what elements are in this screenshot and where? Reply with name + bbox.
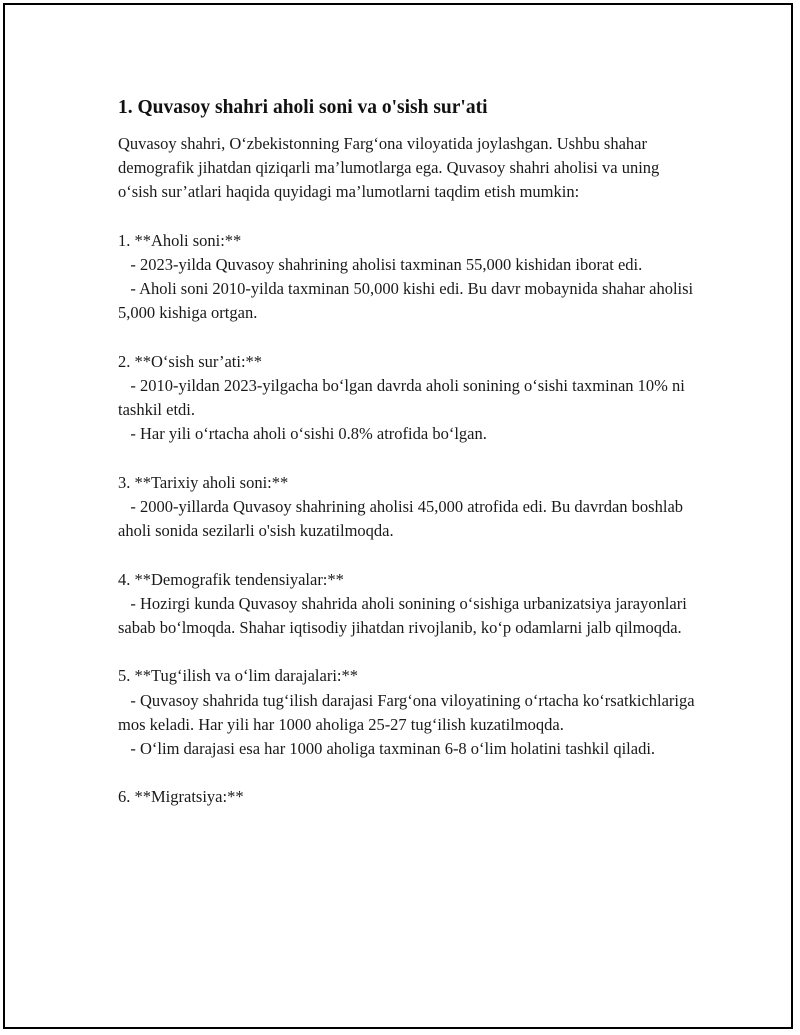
bullet-item xyxy=(118,737,698,761)
section-demografik-tendensiyalar xyxy=(118,568,698,641)
section-heading: 5. **Tug‘ilish va o‘lim darajalari:** xyxy=(118,666,358,686)
section-heading: 6. **Migratsiya:** xyxy=(118,787,244,807)
section-aholi-soni xyxy=(118,229,698,326)
bullet-text: - 2010-yildan 2023-yilgacha bo‘lgan davrda aholi sonining o‘sishi taxminan 10% ni tashkil etdi. xyxy=(118,376,685,420)
section-tarixiy-aholi xyxy=(118,471,698,544)
section-migratsiya xyxy=(118,785,698,809)
bullet-text: - Hozirgi kunda Quvasoy shahrida aholi sonining o‘sishiga urbanizatsiya jarayonlari sabab bo‘lmoqda. Shahar iqtisodiy jihatdan rivojlanib, ko‘p odamlarni jalb qilmoqda. xyxy=(118,593,687,637)
bullet-text: - Quvasoy shahrida tug‘ilish darajasi Farg‘ona viloyatining o‘rtacha ko‘rsatkichlariga mos keladi. Har yili har 1000 aholiga 25-27 tug‘ilish kuzatilmoqda. xyxy=(118,690,695,734)
bullet-item xyxy=(118,422,698,446)
section-heading: 3. **Tarixiy aholi soni:** xyxy=(118,472,289,492)
bullet-text: - O‘lim darajasi esa har 1000 aholiga taxminan 6-8 o‘lim holatini tashkil qiladi. xyxy=(130,739,656,758)
bullet-item xyxy=(118,374,698,422)
bullet-text: - Har yili o‘rtacha aholi o‘sishi 0.8% atrofida bo‘lgan. xyxy=(130,424,487,444)
bullet-item xyxy=(118,253,698,277)
intro-paragraph: Quvasoy shahri, O‘zbekistonning Farg‘ona viloyatida joylashgan. Ushbu shahar demografik jihatdan qiziqarli ma’lumotlarga ega. Quvasoy shahri aholisi va uning o‘sish sur’atlari haqida quyidagi ma’lumotlarni taqdim etish mumkin: xyxy=(118,134,660,202)
document-body xyxy=(118,96,698,810)
bullet-item xyxy=(118,689,698,737)
bullet-text: - 2000-yillarda Quvasoy shahrining aholisi 45,000 atrofida edi. Bu davrdan boshlab aholi sonida sezilarli o'sish kuzatilmoqda. xyxy=(118,497,684,541)
bullet-text: - Aholi soni 2010-yilda taxminan 50,000 kishi edi. Bu davr mobaynida shahar aholisi 5,000 kishiga ortgan. xyxy=(118,279,694,323)
document-title: 1. Quvasoy shahri aholi soni va o'sish sur'ati xyxy=(118,97,488,118)
section-heading: 2. **O‘sish sur’ati:** xyxy=(118,351,263,371)
bullet-text: - 2023-yilda Quvasoy shahrining aholisi taxminan 55,000 kishidan iborat edi. xyxy=(130,255,643,274)
bullet-item xyxy=(118,277,698,325)
bullet-item xyxy=(118,592,698,640)
section-tugilish-olim xyxy=(118,664,698,761)
section-osish-surati xyxy=(118,350,698,447)
section-heading: 4. **Demografik tendensiyalar:** xyxy=(118,569,344,589)
section-heading: 1. **Aholi soni:** xyxy=(118,230,242,250)
bullet-item xyxy=(118,495,698,543)
